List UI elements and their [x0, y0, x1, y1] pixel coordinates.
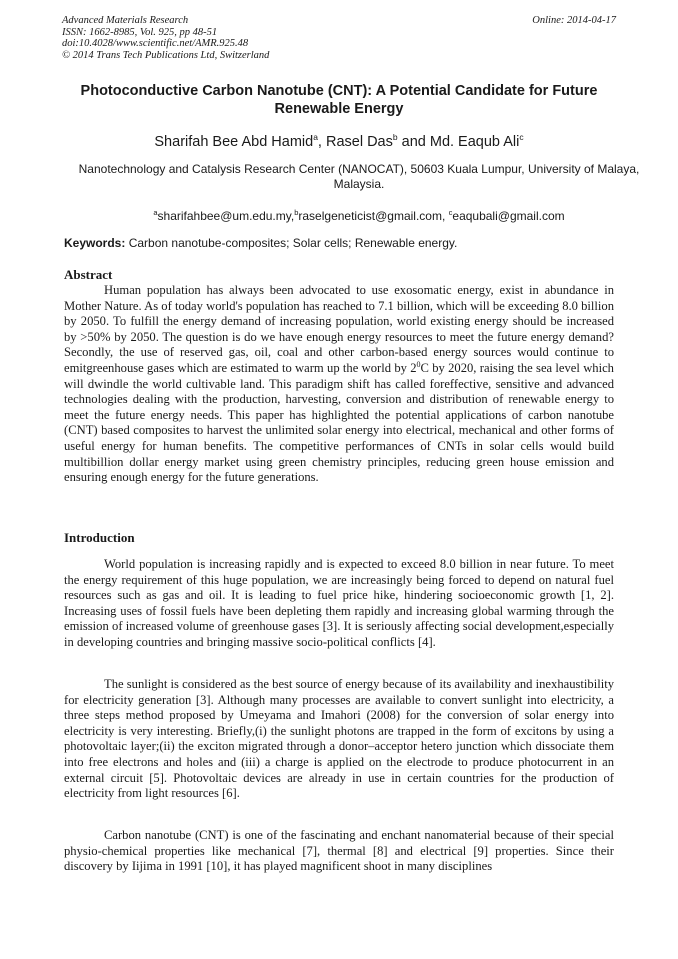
- author-superscript: a: [313, 132, 318, 142]
- email-superscript: a: [153, 208, 158, 217]
- degree-superscript: 0: [416, 359, 421, 369]
- email-superscript: c: [448, 208, 453, 217]
- email-address[interactable]: eaqubali@gmail.com: [452, 209, 565, 223]
- email-separator: ,: [290, 209, 295, 223]
- journal-header: [62, 15, 616, 61]
- email-address[interactable]: raselgeneticist@gmail.com: [298, 209, 442, 223]
- email-address[interactable]: sharifahbee@um.edu.my: [157, 209, 291, 223]
- author-name: Rasel Das: [325, 133, 393, 150]
- abstract-text: C by 2020, raising the sea level which will dwindle the world cultivable land. This paradigm shift has called foreffective, sensitive and advanced technologies dealing with the production, harvesting, conversion and distribution of renewable energy to meet the future energy needs. This paper has highlighted the potential applications of carbon nanotube (CNT) based composites to harvest the unlimited solar energy into electrical, mechanical and other forms of useful energy for human benefits. The competitive performances of CNTs in solar cells would build multibillion dollar energy market using green chemistry principles, reducing green house emission and ensuring enough energy for the future generations.: [64, 360, 614, 485]
- copyright-line: © 2014 Trans Tech Publications Ltd, Switzerland: [62, 49, 270, 61]
- intro-paragraph-2: The sunlight is considered as the best source of energy because of its availability and inexhaustibility for electricity generation [3]. Although many processes are available to convert sunlight into electricity, a three steps method proposed by Umeyama and Imahori (2008) for the conversion of solar energy into electricity is very interesting. Briefly,(i) the sunlight photons are trapped in the form of excitons by using a photovoltaic layer;(ii) the exciton migrated through a donor–acceptor hetero junction which dissociate them into free electrons and holes and (iii) a charge is applied on the electrode to produce photocurrent in an external circuit [5]. Photovoltaic devices are already in use in certain countries for the production of electricity from light resources [6].: [64, 677, 614, 801]
- email-superscript: b: [294, 208, 299, 217]
- author-name: Sharifah Bee Abd Hamid: [154, 133, 314, 150]
- keywords: [64, 236, 616, 251]
- author-separator: and: [397, 133, 430, 150]
- author-superscript: c: [519, 132, 524, 142]
- issn-line: ISSN: 1662-8985, Vol. 925, pp 48-51: [62, 26, 218, 38]
- journal-name: Advanced Materials Research: [62, 15, 189, 26]
- author-emails: [62, 205, 656, 224]
- author-separator: ,: [317, 133, 326, 150]
- doi-line: doi:10.4028/www.scientific.net/AMR.925.48: [62, 38, 249, 49]
- keywords-label: Keywords:: [64, 236, 126, 250]
- email-separator: ,: [441, 209, 449, 223]
- abstract-heading: Abstract: [64, 267, 113, 282]
- paper-title: Photoconductive Carbon Nanotube (CNT): A Potential Candidate for Future Renewable Energy: [80, 83, 598, 117]
- online-date: Online: 2014-04-17: [532, 15, 616, 26]
- affiliation: Nanotechnology and Catalysis Research Center (NANOCAT), 50603 Kuala Lumpur, University of Malaya, Malaysia.: [78, 162, 640, 191]
- abstract-paragraph: [64, 283, 614, 486]
- author-name: Md. Eaqub Ali: [429, 133, 520, 150]
- author-list: [62, 128, 616, 151]
- abstract-text: Human population has always been advocated to use exosomatic energy, exist in abundance in Mother Nature. As of today world's population has reached to 7.1 billion, which will be exceeding 8.0 billion by 2050. To fulfill the energy demand of increasing population, world existing energy should be increased by >50% by 2050. The question is do we have enough energy resources to meet the future energy demand? Secondly, the use of reserved gas, oil, coal and other carbon-based energy sources would continue to emitgreenhouse gases which are estimated to warm up the world by 2: [64, 283, 614, 375]
- intro-paragraph-1: World population is increasing rapidly and is expected to exceed 8.0 billion in near future. To meet the energy requirement of this huge population, we are increasingly being forced to depend on natural fuel resources such as gas and oil. It is leading to fuel price hike, hindering socioeconomic growth [1, 2]. Increasing uses of fossil fuels have been depleting them rapidly and increasing global warming through the emission of increased volume of greenhouse gases [3]. It is seriously affecting social development,especially in developing countries and bringing massive socio-political conflicts [4].: [64, 557, 614, 649]
- author-superscript: b: [392, 132, 398, 142]
- intro-paragraph-3: Carbon nanotube (CNT) is one of the fascinating and enchant nanomaterial because of their special physio-chemical properties like mechanical [7], thermal [8] and electrical [9] properties. Since their discovery by Iijima in 1991 [10], it has played magnificent shoot in many disciplines: [64, 828, 614, 874]
- keywords-text: Carbon nanotube-composites; Solar cells; Renewable energy.: [128, 236, 458, 250]
- introduction-heading: Introduction: [64, 530, 135, 545]
